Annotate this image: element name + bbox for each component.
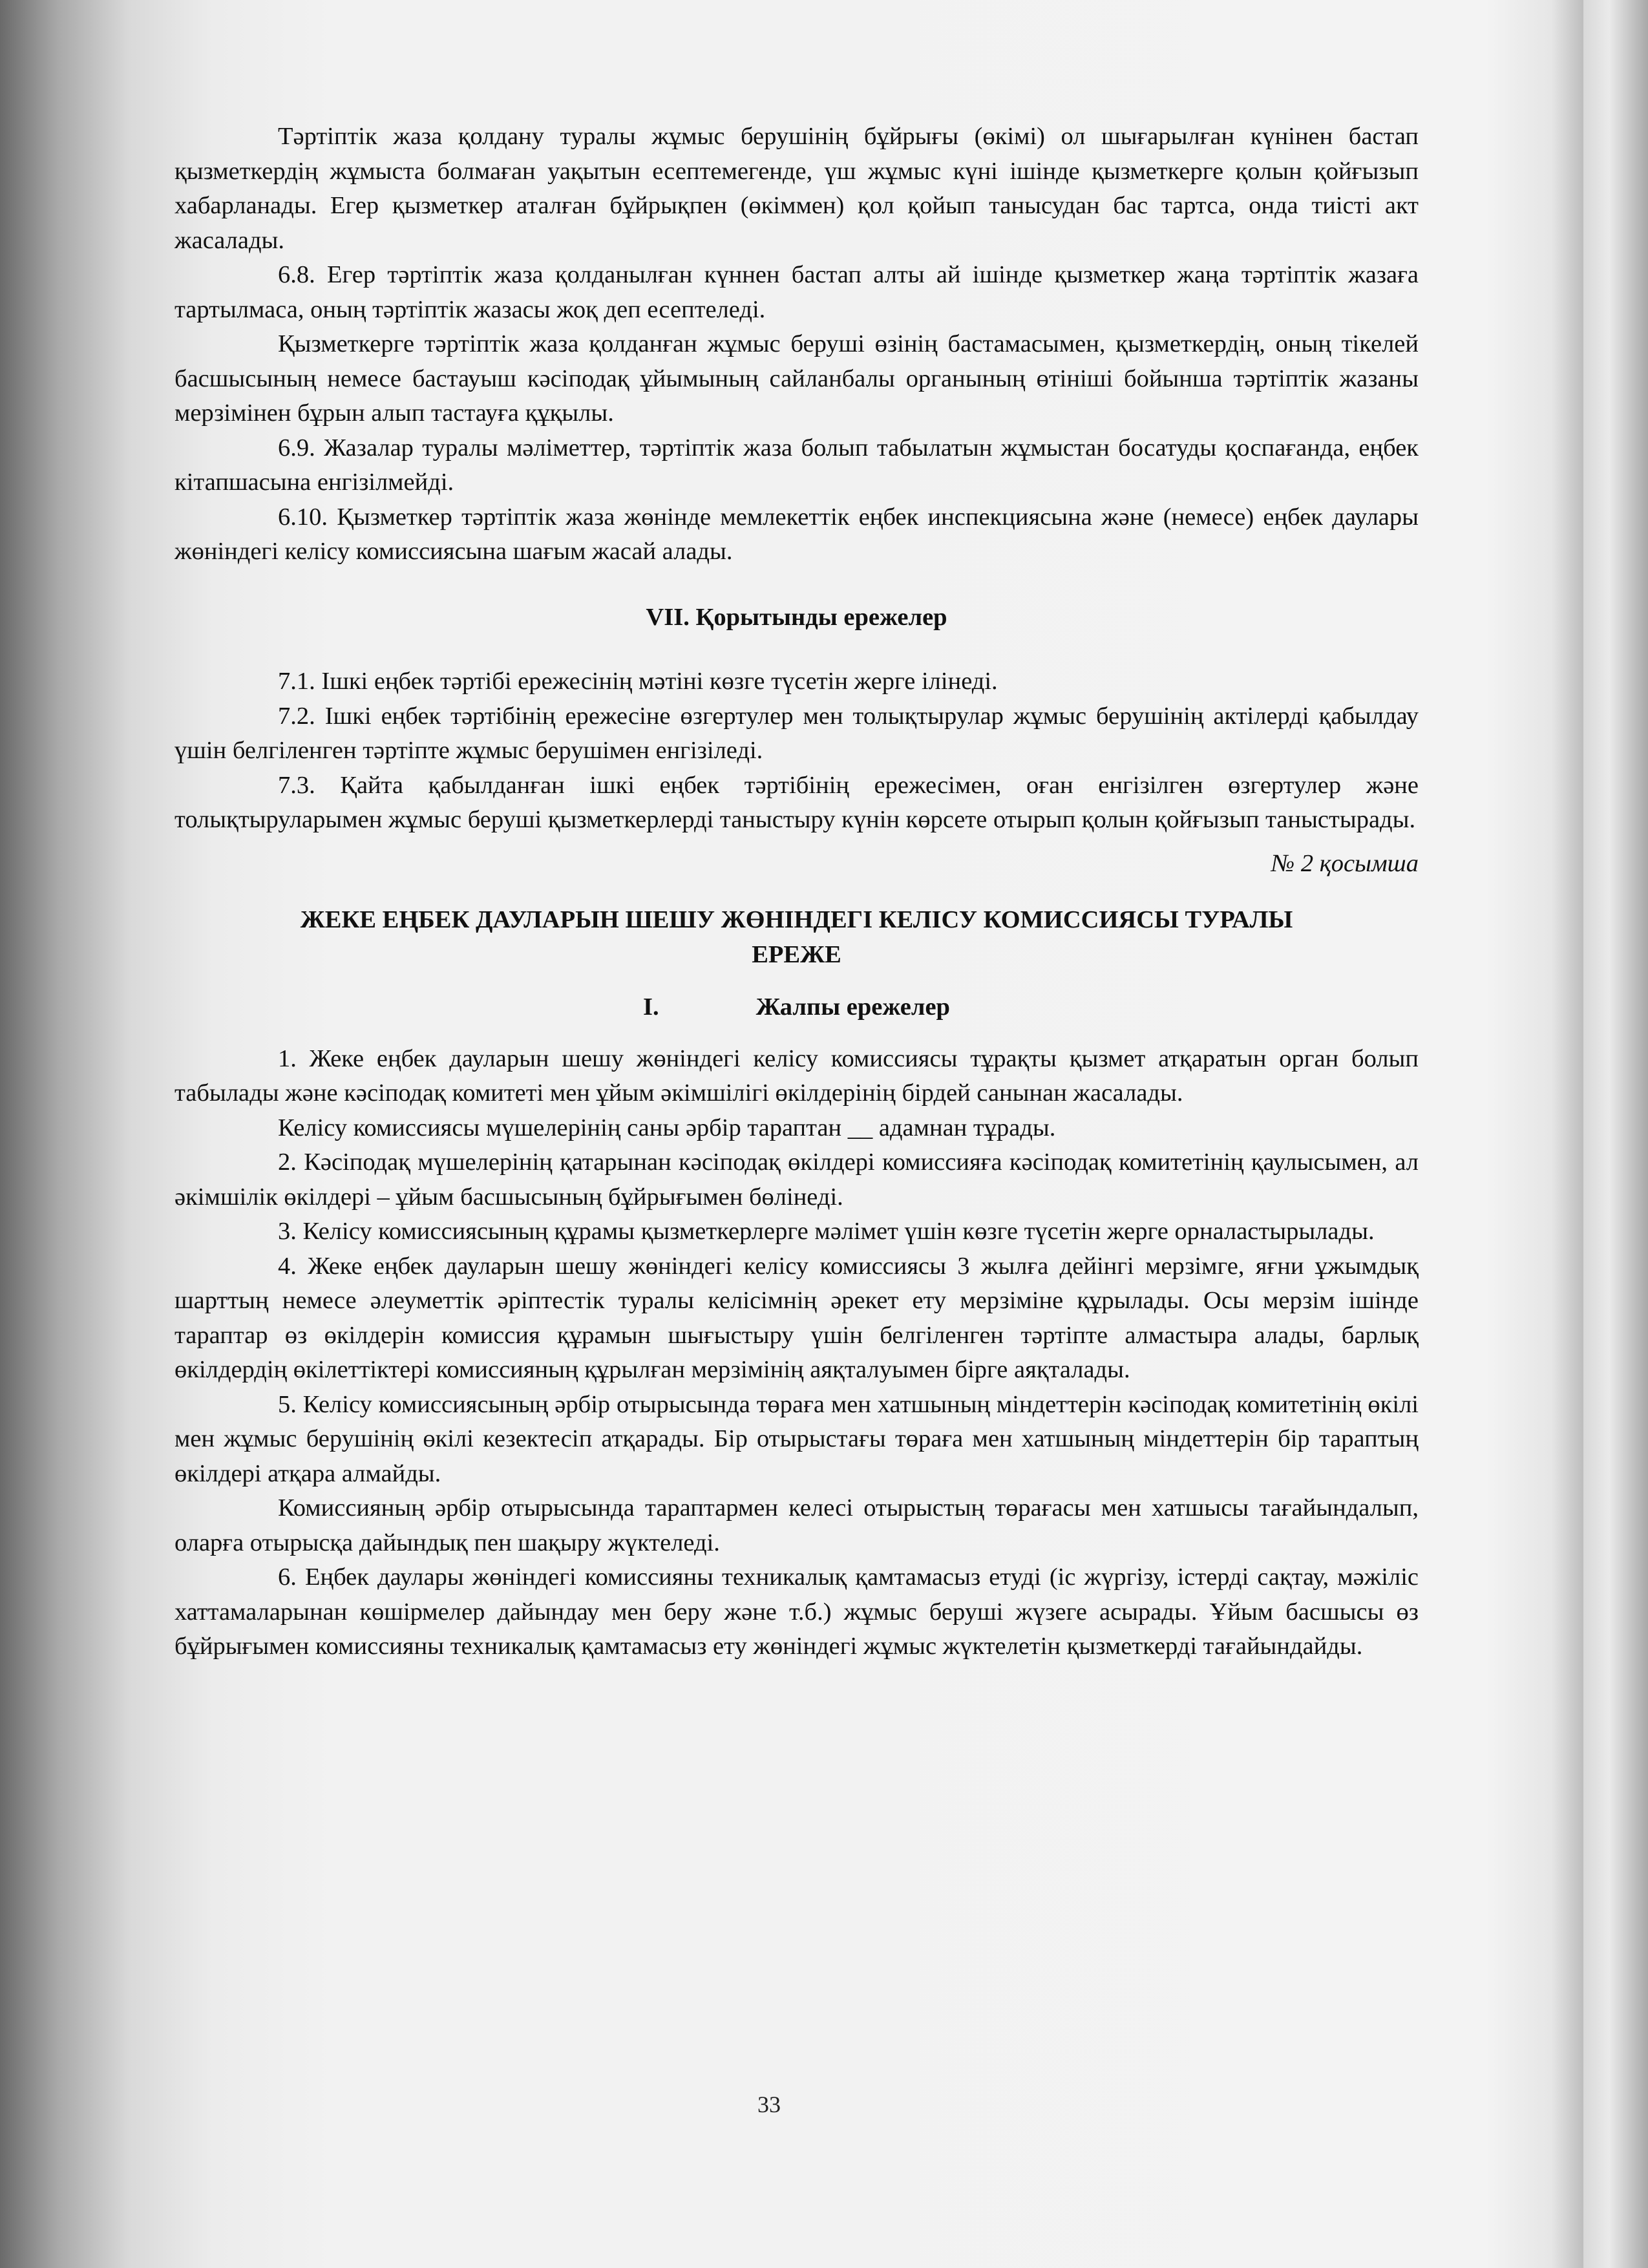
paragraph: 2. Кәсіподақ мүшелерінің қатарынан кәсіподақ өкілдері комиссияға кәсіподақ комитетінің қаулысымен, ал әкімшілік өкілдері – ұйым басшысының бұйрығымен бөлінеді. — [174, 1149, 1419, 1211]
paragraph: 4. Жеке еңбек дауларын шешу жөніндегі келісу комиссиясы 3 жылға дейінгі мерзімге, яғни ұжымдық шарттың немесе әлеуметтік әріптестік туралы келісімнің әрекет ету мерзіміне құрылады. Осы мерзім ішінде тараптар өз өкілдерін комиссия құрамын шығыстыру үшін белгіленген тәртіпте алмастыра алады, барлық өкілдердің өкілеттіктері комиссияның құрылған мерзімінің аяқталуымен бірге аяқталады. — [174, 1252, 1419, 1383]
annex-label: № 2 қосымша — [1271, 849, 1419, 877]
section-heading: VII. Қорытынды ережелер — [646, 603, 947, 631]
paragraph: Комиссияның әрбір отырысында тараптармен келесі отырыстың төрағасы мен хатшысы тағайындалып, оларға отырысқа дайындық пен шақыру жүктеледі. — [174, 1494, 1419, 1556]
paragraph: 7.3. Қайта қабылданған ішкі еңбек тәртібінің ережесімен, оған енгізілген өзгертулер және толықтыруларымен жұмыс беруші қызметкерлерді таныстыру күнін көрсете отырып қолын қойғызып таныстырады. — [174, 771, 1419, 833]
page-edge — [1583, 0, 1648, 2268]
paragraph: 7.2. Ішкі еңбек тәртібінің ережесіне өзгертулер мен толықтырулар жұмыс берушінің актілерді қабылдау үшін белгіленген тәртіпте жұмыс берушімен енгізіледі. — [174, 702, 1419, 764]
section-title: Жалпы ережелер — [755, 993, 950, 1021]
paragraph: 5. Келісу комиссиясының әрбір отырысында төраға мен хатшының міндеттерін кәсіподақ комитетінің өкілі мен жұмыс берушінің өкілі кезектесіп атқарады. Бір отырыстағы төраға мен хатшының міндеттерін бір тараптың өкілдері атқара алмайды. — [174, 1390, 1419, 1487]
paragraph: 6.10. Қызметкер тәртіптік жаза жөнінде мемлекеттік еңбек инспекциясына және (немесе) еңбек даулары жөніндегі келісу комиссиясына шағым жасай алады. — [174, 503, 1419, 565]
paragraph: 6.8. Егер тәртіптік жаза қолданылған күннен бастап алты ай ішінде қызметкер жаңа тәртіптік жазаға тартылмаса, оның тәртіптік жазасы жоқ деп есептеледі. — [174, 261, 1419, 323]
paragraph: 3. Келісу комиссиясының құрамы қызметкерлерге мәлімет үшін көзге түсетін жерге орналастырылады. — [278, 1218, 1375, 1245]
document-title-line1: ЖЕКЕ ЕҢБЕК ДАУЛАРЫН ШЕШУ ЖӨНІНДЕГІ КЕЛІСУ КОМИССИЯСЫ ТУРАЛЫ — [300, 906, 1293, 933]
document-title-line2: ЕРЕЖЕ — [752, 940, 841, 968]
paragraph: 1. Жеке еңбек дауларын шешу жөніндегі келісу комиссиясы тұрақты қызмет атқаратын орган болып табылады және кәсіподақ комитеті мен ұйым әкімшілігі өкілдерінің бірдей санынан жасалады. — [174, 1044, 1419, 1107]
document-title — [174, 903, 1419, 972]
paragraph: Келісу комиссиясы мүшелерінің саны әрбір тараптан __ адамнан тұрады. — [278, 1114, 1056, 1141]
section-number: I. — [643, 993, 659, 1021]
paragraph: 6. Еңбек даулары жөніндегі комиссияны техникалық қамтамасыз етуді (іс жүргізу, істерді сақтау, мәжіліс хаттамаларынан көшірмелер дайындау мен беру және т.б.) жұмыс беруші жүзеге асырады. Ұйым басшысы өз бұйрығымен комиссияны техникалық қамтамасыз ету жөніндегі жұмыс жүктелетін қызметкерді тағайындайды. — [174, 1563, 1419, 1660]
page-number: 33 — [757, 2092, 781, 2117]
page-text — [174, 120, 1419, 1664]
paragraph: 7.1. Ішкі еңбек тәртібі ережесінің мәтіні көзге түсетін жерге ілінеді. — [278, 668, 998, 695]
section-heading — [174, 990, 1419, 1025]
paragraph: 6.9. Жазалар туралы мәліметтер, тәртіптік жаза болып табылатын жұмыстан босатуды қоспағанда, еңбек кітапшасына енгізілмейді. — [174, 434, 1419, 496]
paragraph: Тәртіптік жаза қолдану туралы жұмыс берушінің бұйрығы (өкімі) ол шығарылған күнінен бастап қызметкердің жұмыста болмаған уақытын есептемегенде, үш жұмыс күні ішінде қызметкерге қолын қойғызып хабарланады. Егер қызметкер аталған бұйрықпен (өкіммен) қол қойып танысудан бас тартса, онда тиісті акт жасалады. — [174, 123, 1419, 254]
paragraph: Қызметкерге тәртіптік жаза қолданған жұмыс беруші өзінің бастамасымен, қызметкердің, оның тікелей басшысының немесе бастауыш кәсіподақ ұйымының сайланбалы органының өтініші бойынша тәртіптік жазаны мерзімінен бұрын алып тастауға құқылы. — [174, 330, 1419, 427]
